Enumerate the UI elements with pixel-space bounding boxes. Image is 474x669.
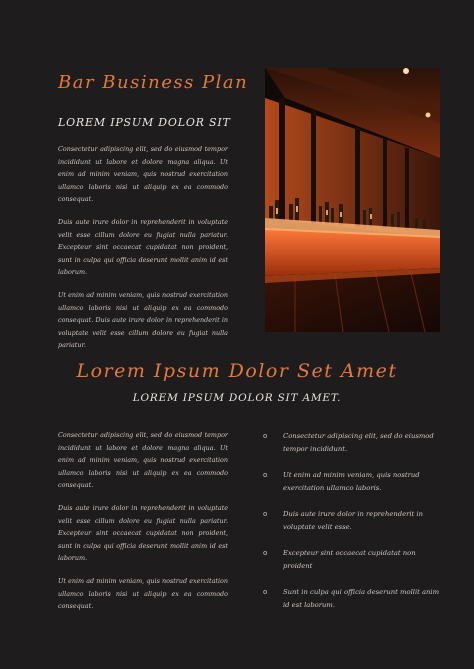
bullet-circle-icon: o xyxy=(263,588,268,596)
list-item-text: Ut enim ad minim veniam, quis nostrud exercitation ullamco laboris. xyxy=(283,471,420,492)
list-item-text: Excepteur sint occaecat cupidatat non proident xyxy=(283,549,416,570)
section-paragraph: Duis aute irure dolor in reprehenderit in voluptate velit esse cillum dolore eu fugiat nulla pariatur. Excepteur sint occaecat cupidatat non proident, sunt in culpa qui officia deserunt mollit anim id est laborum. xyxy=(58,503,228,563)
intro-paragraph: Ut enim ad minim veniam, quis nostrud exercitation ullamco laboris nisi ut aliquip ex ea commodo consequat. Duis aute irure dolor in reprehenderit in voluptate velit esse cillum dolore eu fugiat nulla pariatur. xyxy=(58,290,228,350)
intro-paragraph: Consectetur adipiscing elit, sed do eiusmod tempor incididunt ut labore et dolore magna aliqua. Ut enim ad minim veniam, quis nostrud exercitation ullamco laboris nisi ut aliquip ex ea commodo consequat. xyxy=(58,145,228,204)
bullet-circle-icon: o xyxy=(263,510,268,518)
list-item xyxy=(263,430,443,456)
intro-text-column xyxy=(58,143,228,362)
list-item xyxy=(263,547,443,573)
bullet-circle-icon: o xyxy=(263,549,268,557)
list-item xyxy=(263,586,443,612)
document-title: Bar Business Plan xyxy=(58,72,249,93)
section-subtitle: LOREM IPSUM DOLOR SIT AMET. xyxy=(132,392,342,404)
list-item-text: Sunt in culpa qui officia deserunt mollit anim id est laborum. xyxy=(283,588,440,609)
list-item xyxy=(263,508,443,534)
list-item-text: Consectetur adipiscing elit, sed do eiusmod tempor incididunt. xyxy=(283,432,434,453)
intro-paragraph: Duis aute irure dolor in reprehenderit in voluptate velit esse cillum dolore eu fugiat nulla pariatur. Excepteur sint occaecat cupidatat non proident, sunt in culpa qui officia deserunt mollit anim id est laborum. xyxy=(58,217,228,277)
section-title: Lorem Ipsum Dolor Set Amet xyxy=(76,360,398,382)
bullet-list xyxy=(263,430,443,625)
section-text-column xyxy=(58,429,228,623)
bullet-circle-icon: o xyxy=(263,471,268,479)
section-paragraph: Consectetur adipiscing elit, sed do eiusmod tempor incididunt ut labore et dolore magna aliqua. Ut enim ad minim veniam, quis nostrud exercitation ullamco laboris nisi ut aliquip ex ea commodo consequat. xyxy=(58,431,228,490)
bar-interior-photo xyxy=(265,68,440,332)
list-item-text: Duis aute irure dolor in reprehenderit in voluptate velit esse. xyxy=(283,510,423,531)
section-paragraph: Ut enim ad minim veniam, quis nostrud exercitation ullamco laboris nisi ut aliquip ex ea commodo consequat. xyxy=(58,576,228,611)
document-subtitle: LOREM IPSUM DOLOR SIT xyxy=(58,116,231,129)
bullet-circle-icon: o xyxy=(263,432,268,440)
list-item xyxy=(263,469,443,495)
